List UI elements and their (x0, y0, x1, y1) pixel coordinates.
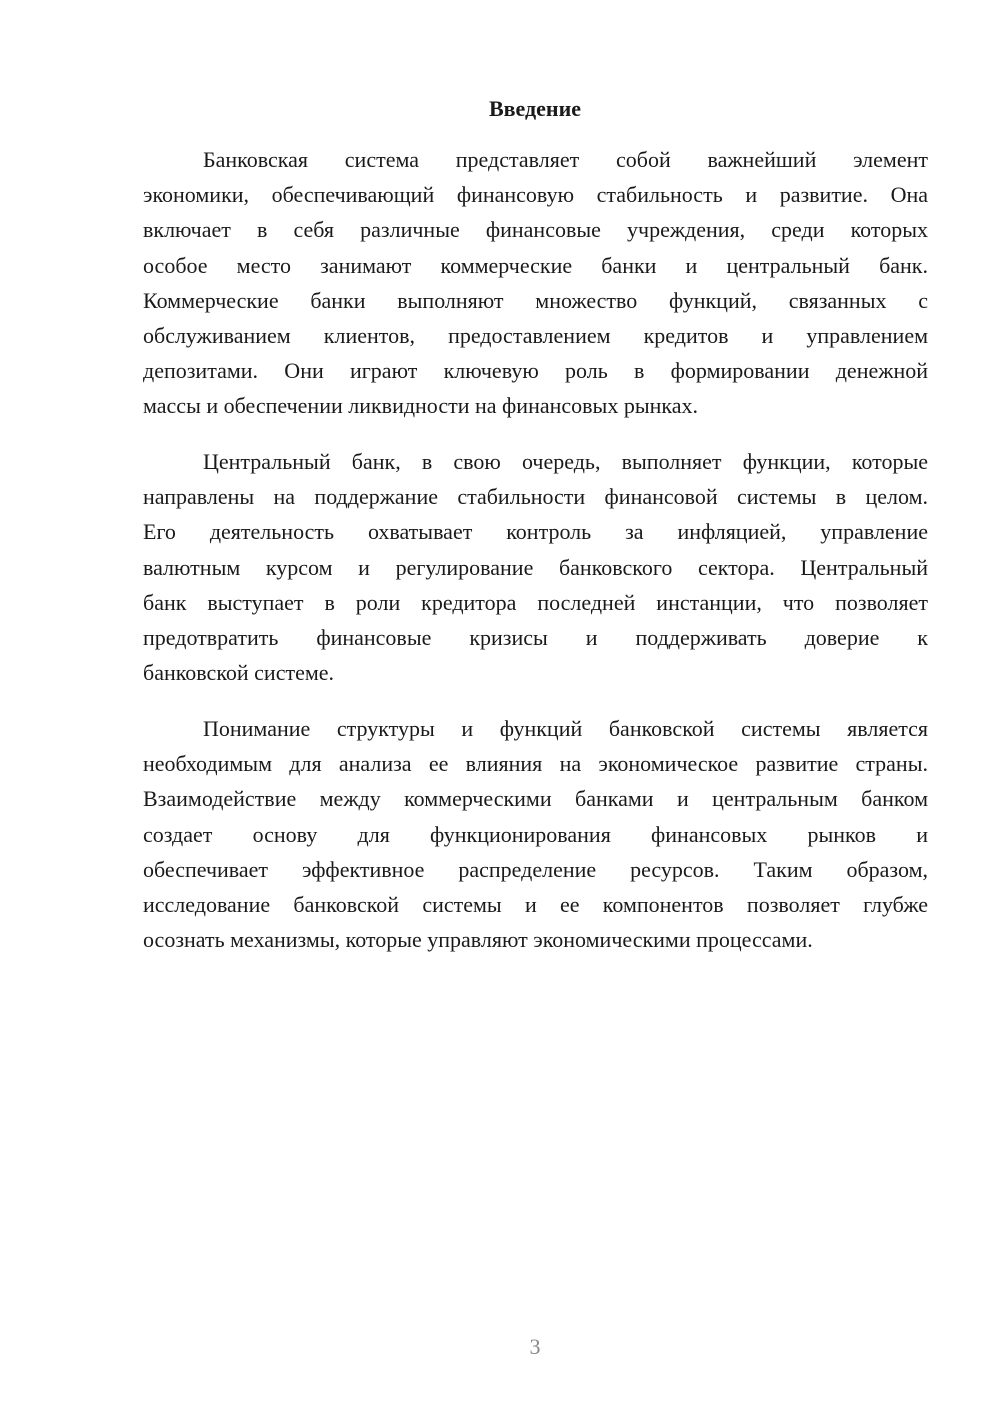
text-line: экономики, обеспечивающий финансовую стабильность и развитие. Она (143, 182, 928, 208)
text-line: Взаимодействие между коммерческими банками и центральным банком (143, 786, 928, 812)
paragraph (143, 444, 928, 690)
text-line: Понимание структуры и функций банковской системы является (203, 716, 928, 741)
text-line: обслуживанием клиентов, предоставлением кредитов и управлением (143, 322, 928, 348)
text-line: банк выступает в роли кредитора последней инстанции, что позволяет (143, 589, 928, 615)
text-line: предотвратить финансовые кризисы и поддерживать доверие к (143, 624, 928, 650)
page-number: 3 (529, 1334, 541, 1359)
text-line: массы и обеспечении ликвидности на финансовых рынках. (143, 393, 698, 419)
text-line: Банковская система представляет собой важнейший элемент (203, 147, 928, 172)
text-line: банковской системе. (143, 660, 335, 686)
text-line: валютным курсом и регулирование банковского сектора. Центральный (143, 554, 928, 580)
text-line: создает основу для функционирования финансовых рынков и (143, 821, 928, 847)
text-line: направлены на поддержание стабильности финансовой системы в целом. (143, 484, 928, 510)
paragraph (143, 142, 928, 424)
text-line: Центральный банк, в свою очередь, выполняет функции, которые (203, 449, 928, 474)
section-title: Введение (488, 96, 582, 121)
paragraph (143, 711, 928, 957)
text-line: особое место занимают коммерческие банки и центральный банк. (143, 252, 928, 278)
text-line: необходимым для анализа ее влияния на экономическое развитие страны. (143, 751, 928, 777)
text-line: исследование банковской системы и ее компонентов позволяет глубже (143, 891, 928, 917)
text-line: депозитами. Они играют ключевую роль в формировании денежной (143, 358, 928, 384)
text-line: осознать механизмы, которые управляют экономическими процессами. (143, 927, 813, 953)
text-line: включает в себя различные финансовые учреждения, среди которых (143, 217, 928, 243)
text-line: Его деятельность охватывает контроль за инфляцией, управление (143, 519, 928, 545)
text-line: Коммерческие банки выполняют множество функций, связанных с (143, 287, 928, 313)
text-line: обеспечивает эффективное распределение ресурсов. Таким образом, (143, 856, 928, 882)
